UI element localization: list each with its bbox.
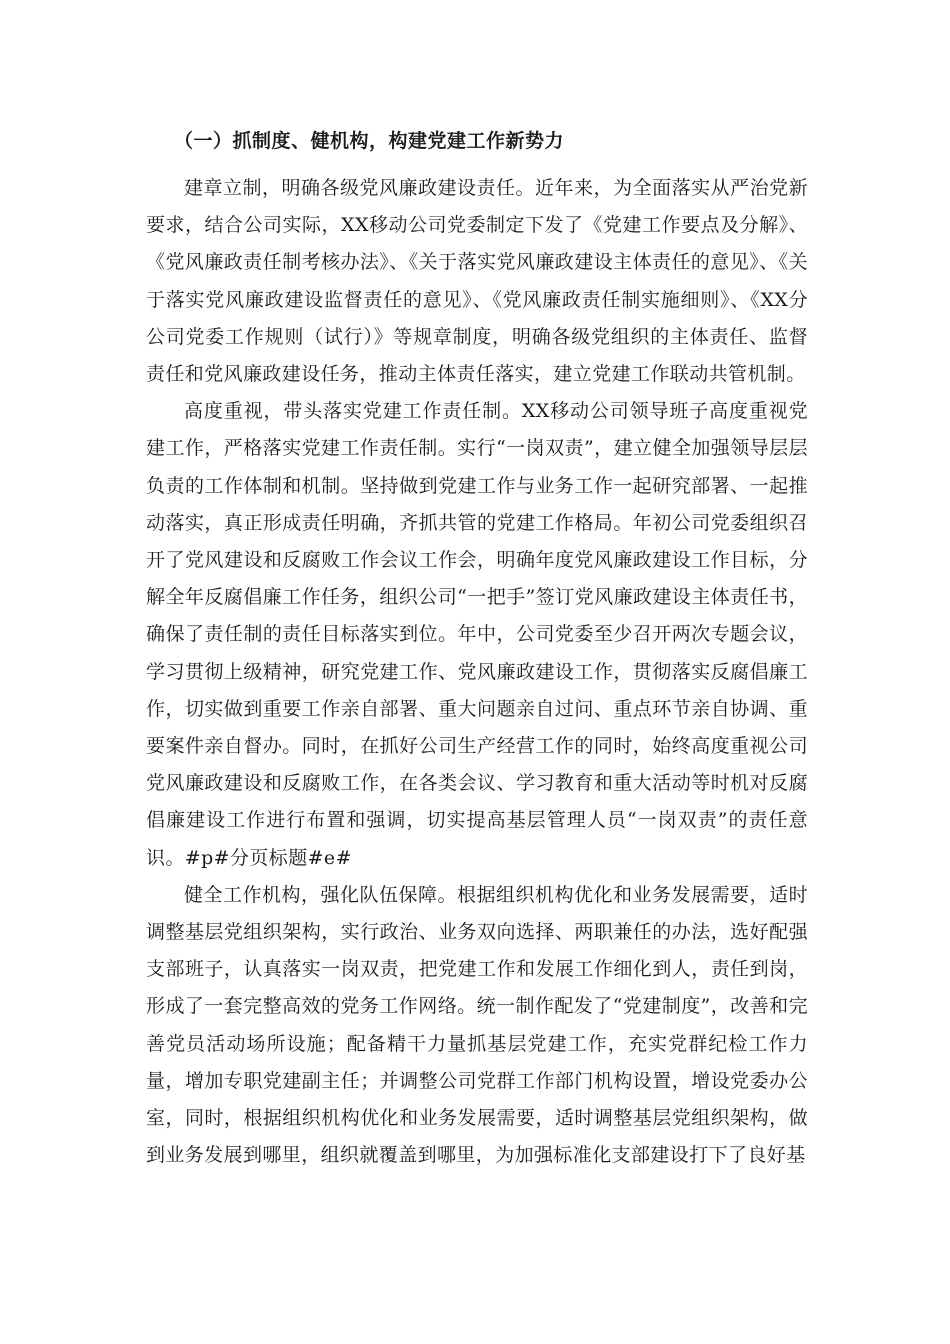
section-heading: （一）抓制度、健机构，构建党建工作新势力 <box>174 130 565 152</box>
paragraph-organization-structure: 健全工作机构，强化队伍保障。根据组织机构优化和业务发展需要，适时调整基层党组织架构，实行政治、业务双向选择、两职兼任的办法，选好配强支部班子，认真落实一岗双责，把党建工作和发展工作细化到人，责任到岗，形成了一套完整高效的党务工作网络。统一制作配发了“党建制度”，改善和完善党员活动场所设施；配备精干力量抓基层党建工作，充实党群纪检工作力量，增加专职党建副主任；并调整公司党群工作部门机构设置，增设党委办公室，同时，根据组织机构优化和业务发展需要，适时调整基层党组织架构，做到业务发展到哪里，组织就覆盖到哪里，为加强标准化支部建设打下了良好基 <box>146 883 808 1167</box>
paragraph-leadership-responsibility: 高度重视，带头落实党建工作责任制。XX移动公司领导班子高度重视党建工作，严格落实党建工作责任制。实行“一岗双责”，建立健全加强领导层层负责的工作体制和机制。坚持做到党建工作与业务工作一起研究部署、一起推动落实，真正形成责任明确，齐抓共管的党建工作格局。年初公司党委组织召开了党风建设和反腐败工作会议工作会，明确年度党风廉政建设工作目标，分解全年反腐倡廉工作任务，组织公司“一把手”签订党风廉政建设主体责任书，确保了责任制的责任目标落实到位。年中，公司党委至少召开两次专题会议，学习贯彻上级精神，研究党建工作、党风廉政建设工作，贯彻落实反腐倡廉工作，切实做到重要工作亲自部署、重大问题亲自过问、重点环节亲自协调、重要案件亲自督办。同时，在抓好公司生产经营工作的同时，始终高度重视公司党风廉政建设和反腐败工作，在各类会议、学习教育和重大活动等时机对反腐倡廉建设工作进行布置和强调，切实提高基层管理人员“一岗双责”的责任意识。#p#分页标题#e# <box>146 400 808 869</box>
document-body <box>146 122 808 1174</box>
paragraph-rules-and-responsibility: 建章立制，明确各级党风廉政建设责任。近年来，为全面落实从严治党新要求，结合公司实际，XX移动公司党委制定下发了《党建工作要点及分解》、《党风廉政责任制考核办法》、《关于落实党风廉政建设主体责任的意见》、《关于落实党风廉政建设监督责任的意见》、《党风廉政责任制实施细则》、《XX分公司党委工作规则（试行）》等规章制度，明确各级党组织的主体责任、监督责任和党风廉政建设任务，推动主体责任落实，建立党建工作联动共管机制。 <box>146 177 808 386</box>
